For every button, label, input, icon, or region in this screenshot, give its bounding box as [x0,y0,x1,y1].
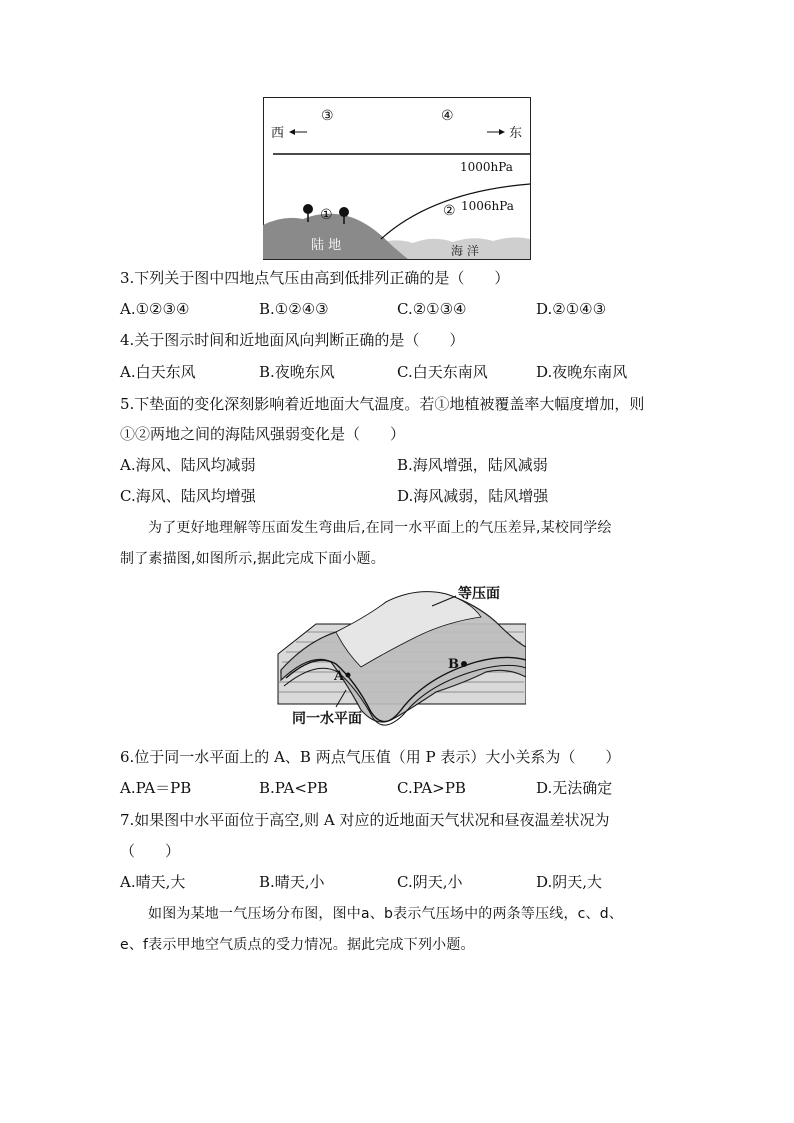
q5-option-d: D.海风减弱，陆风增强 [397,487,549,505]
passage-1-line2: 制了素描图,如图所示,据此完成下面小题。 [120,551,385,567]
question-5-stem-line2: ①②两地之间的海陆风强弱变化是（ ） [120,425,406,443]
point-1-label: ① [320,207,333,223]
question-6-stem: 6.位于同一水平面上的 A、B 两点气压值（用 P 表示）大小关系为（ ） [120,748,621,766]
q6-option-a: A.PA＝PB [120,779,192,797]
east-label: 东 [509,126,523,141]
q5-option-b: B.海风增强，陆风减弱 [397,456,548,474]
west-label: 西 [271,126,285,141]
q3-option-c: C.②①③④ [397,300,467,318]
q3-option-b: B.①②④③ [259,300,329,318]
question-7-stem-line1: 7.如果图中水平面位于高空,则 A 对应的近地面天气状况和昼夜温差状况为 [120,811,610,829]
passage-1-line1: 为了更好地理解等压面发生弯曲后,在同一水平面上的气压差异,某校同学绘 [148,520,612,536]
q4-option-c: C.白天东南风 [397,363,488,381]
point-a-dot [346,673,351,678]
q4-option-d: D.夜晚东南风 [536,363,628,381]
q6-option-c: C.PA>PB [397,779,466,797]
q4-option-b: B.夜晚东风 [259,363,335,381]
question-3-stem: 3.下列关于图中四地点气压由高到低排列正确的是（ ） [120,269,510,287]
q7-option-d: D.阴天,大 [536,873,603,891]
land-sea-breeze-figure [263,97,531,260]
question-7-stem-line2: （ ） [120,842,181,860]
isobar-1000-label: 1000hPa [460,160,513,174]
question-4-stem: 4.关于图示时间和近地面风向判断正确的是（ ） [120,331,465,349]
question-5-stem-line1: 5.下垫面的变化深刻影响着近地面大气温度。若①地植被覆盖率大幅度增加，则 [120,395,645,413]
land-label: 陆 地 [311,238,342,253]
q7-option-a: A.晴天,大 [120,873,186,891]
q3-option-a: A.①②③④ [120,300,190,318]
q3-option-d: D.②①④③ [536,300,607,318]
q6-option-d: D.无法确定 [536,779,613,797]
point-b-label: B [448,657,459,672]
q7-option-b: B.晴天,小 [259,873,325,891]
point-a-label: A [334,669,345,684]
q6-option-b: B.PA<PB [259,779,329,797]
point-b-dot [461,661,467,667]
q7-option-c: C.阴天,小 [397,873,463,891]
point-3-label: ③ [321,108,334,124]
q5-option-a: A.海风、陆风均减弱 [120,456,256,474]
passage-2-line1: 如图为某地一气压场分布图，图中a、b表示气压场中的两条等压线，c、d、 [148,906,624,922]
point-2-label: ② [443,203,456,219]
isobaric-surface-label: 等压面 [458,586,500,602]
q5-option-c: C.海风、陆风均增强 [120,487,256,505]
isobar-1006-label: 1006hPa [461,199,514,213]
isobaric-surface-figure [276,582,526,734]
q4-option-a: A.白天东风 [120,363,196,381]
passage-2-line2: e、f表示甲地空气质点的受力情况。据此完成下列小题。 [120,937,475,953]
sea-label: 海 洋 [451,244,479,258]
horizontal-plane-label: 同一水平面 [292,711,362,727]
point-4-label: ④ [441,108,454,124]
